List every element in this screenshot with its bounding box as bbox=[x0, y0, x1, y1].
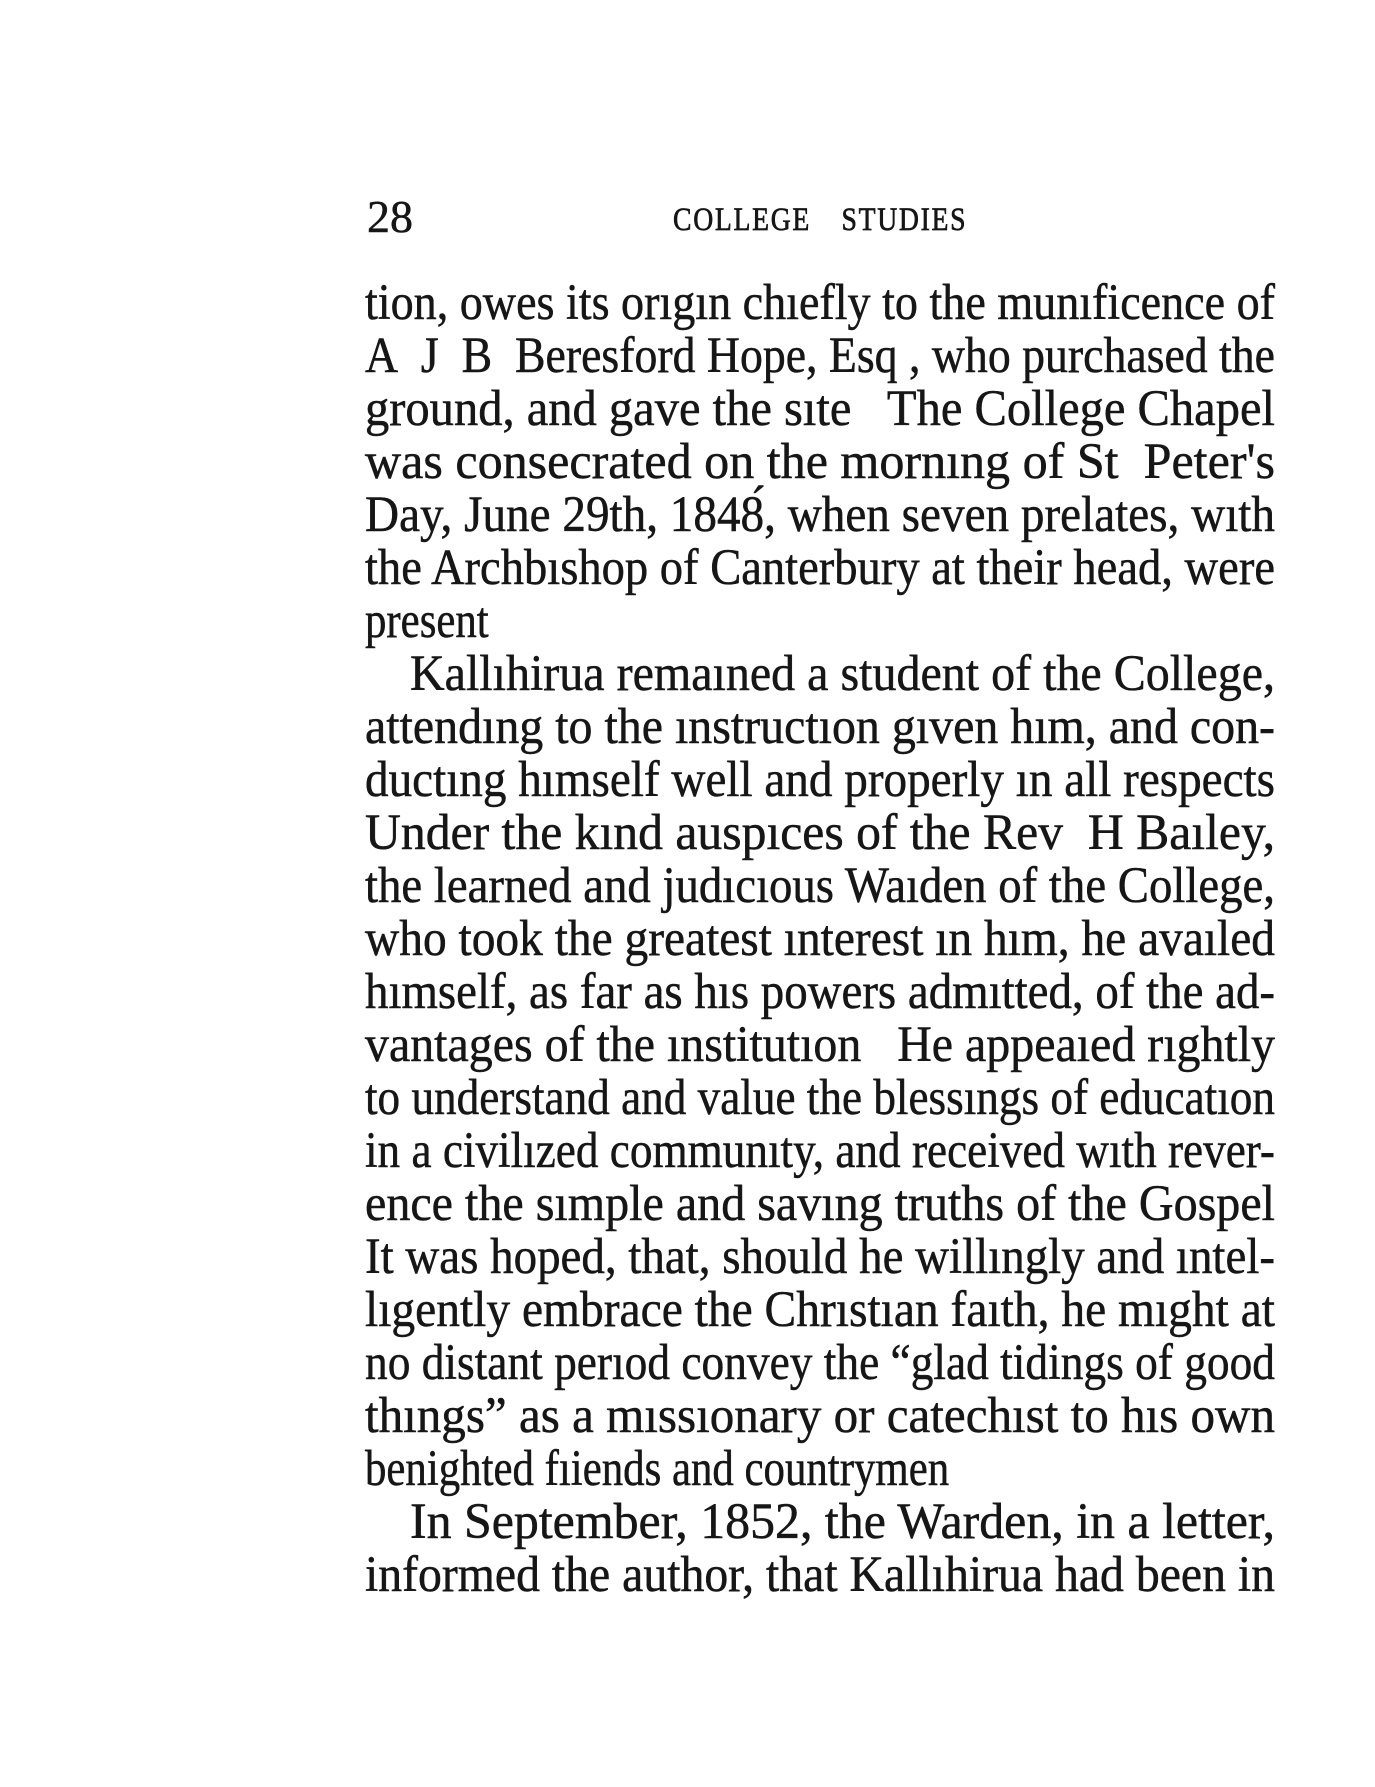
text-line bbox=[365, 489, 1275, 542]
text-line-content: tion, owes its orıgın chıefly to the munıficence of bbox=[365, 275, 1275, 331]
text-line bbox=[365, 648, 1275, 701]
text-line bbox=[365, 1019, 1275, 1072]
text-line bbox=[365, 1443, 1275, 1496]
text-line-content: hımself, as far as hıs powers admıtted, of the ad- bbox=[365, 964, 1275, 1020]
text-line bbox=[365, 1496, 1275, 1549]
text-line-content: thıngs” as a mıssıonary or catechıst to hıs own bbox=[365, 1388, 1275, 1444]
text-line bbox=[365, 1284, 1275, 1337]
running-title-text: COLLEGE STUDIES bbox=[672, 202, 968, 238]
text-line bbox=[365, 1390, 1275, 1443]
text-line bbox=[365, 436, 1275, 489]
text-line-content: It was hoped, that, should he willıngly and ıntel- bbox=[365, 1229, 1275, 1285]
text-line bbox=[365, 542, 1275, 595]
text-line bbox=[365, 701, 1275, 754]
text-line-content: present bbox=[365, 593, 489, 649]
text-line-content: who took the greatest ınterest ın hım, he avaıled bbox=[365, 911, 1275, 967]
text-line bbox=[365, 807, 1275, 860]
text-line-content: lıgently embrace the Chrıstıan faıth, he mıght at bbox=[365, 1282, 1275, 1338]
page-body bbox=[365, 277, 1275, 1602]
text-line bbox=[365, 860, 1275, 913]
text-line bbox=[365, 330, 1275, 383]
text-line bbox=[365, 595, 1275, 648]
text-line bbox=[365, 1125, 1275, 1178]
text-line-content: In September, 1852, the Warden, in a letter, bbox=[410, 1494, 1275, 1550]
text-line bbox=[365, 1072, 1275, 1125]
running-title bbox=[365, 201, 1275, 239]
text-line bbox=[365, 277, 1275, 330]
text-line-content: ground, and gave the sıte The College Chapel bbox=[365, 381, 1275, 437]
text-line-content: Under the kınd auspıces of the Rev H Baıley, bbox=[365, 805, 1275, 861]
text-line bbox=[365, 1337, 1275, 1390]
text-line bbox=[365, 966, 1275, 1019]
page-header bbox=[365, 191, 1275, 242]
text-line-content: vantages of the ınstitutıon He appeaıed rıghtly bbox=[365, 1017, 1275, 1073]
text-line-content: ence the sımple and savıng truths of the Gospel bbox=[365, 1176, 1275, 1232]
text-line-content: benighted fıiends and countrymen bbox=[365, 1441, 950, 1497]
text-line-content: informed the author, that Kallıhirua had been in bbox=[365, 1547, 1275, 1603]
text-line bbox=[365, 1178, 1275, 1231]
text-line-content: no distant perıod convey the “glad tidings of good bbox=[365, 1335, 1275, 1391]
text-line-content: was consecrated on the mornıng of St Peter's bbox=[365, 434, 1275, 490]
text-line bbox=[365, 1231, 1275, 1284]
text-line-content: Day, June 29th, 1848́, when seven prelates, wıth bbox=[365, 487, 1275, 543]
text-line bbox=[365, 913, 1275, 966]
text-line-content: the Archbıshop of Canterbury at their head, were bbox=[365, 540, 1275, 596]
text-line-content: ductıng hımself well and properly ın all respects bbox=[365, 752, 1275, 808]
text-line-content: attendıng to the ınstructıon gıven hım, and con- bbox=[365, 699, 1275, 755]
text-line bbox=[365, 383, 1275, 436]
text-line-content: A J B Beresford Hope, Esq , who purchased the bbox=[365, 328, 1275, 384]
text-line-content: Kallıhirua remaıned a student of the College, bbox=[410, 646, 1275, 702]
text-line-content: in a civilızed communıty, and received wıth rever- bbox=[365, 1123, 1275, 1179]
text-line-content: to understand and value the blessıngs of educatıon bbox=[365, 1070, 1275, 1126]
text-line bbox=[365, 1549, 1275, 1602]
text-line-content: the learned and judıcıous Waıden of the College, bbox=[365, 858, 1275, 914]
page-number: 28 bbox=[367, 191, 413, 242]
text-line bbox=[365, 754, 1275, 807]
